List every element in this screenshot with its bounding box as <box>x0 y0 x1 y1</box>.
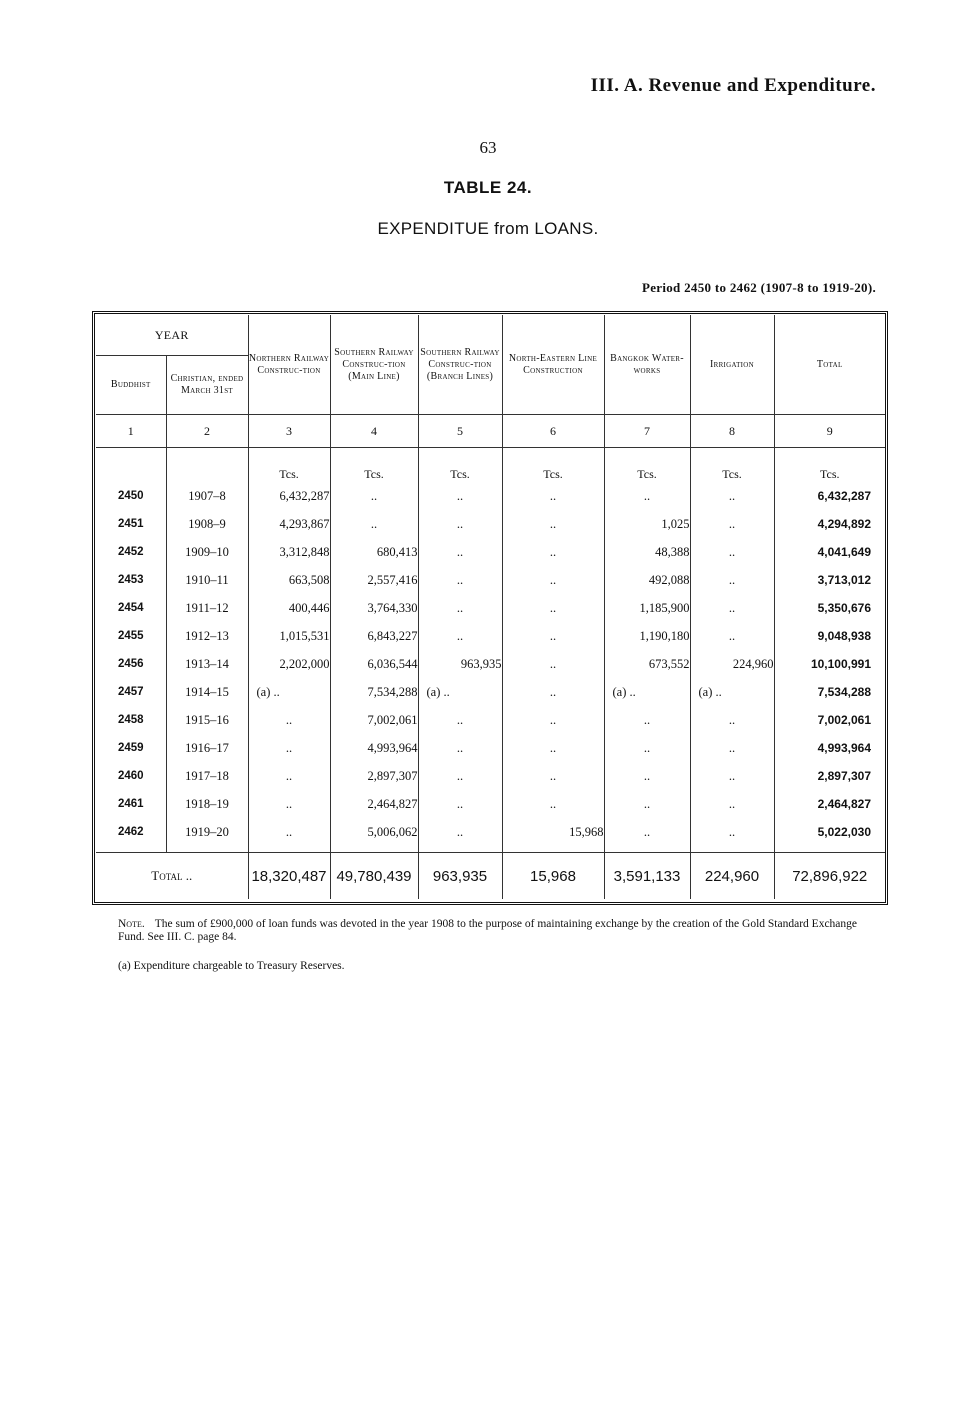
cell-northern: .. <box>248 790 330 818</box>
cell-christian: 1918–19 <box>166 790 248 818</box>
column-number: 2 <box>166 415 248 448</box>
cell-north-eastern: .. <box>502 622 604 650</box>
cell-southern-main: 6,036,544 <box>330 650 418 678</box>
header-southern-main: Southern Railway Construc-tion (Main Line) <box>330 315 418 415</box>
cell-southern-main: 6,843,227 <box>330 622 418 650</box>
cell-irrigation: .. <box>690 762 774 790</box>
cell-southern-branch: .. <box>418 538 502 566</box>
column-number: 1 <box>96 415 166 448</box>
cell-buddhist: 2458 <box>96 706 166 734</box>
column-number: 9 <box>774 415 885 448</box>
table-note <box>118 918 870 944</box>
cell-southern-main: 7,002,061 <box>330 706 418 734</box>
header-southern-branch: Southern Railway Construc-tion (Branch Lines) <box>418 315 502 415</box>
cell-north-eastern: .. <box>502 790 604 818</box>
cell-buddhist: 2451 <box>96 510 166 538</box>
cell-southern-branch: .. <box>418 706 502 734</box>
cell-northern: .. <box>248 818 330 846</box>
cell-buddhist: 2459 <box>96 734 166 762</box>
table-row <box>96 678 885 706</box>
cell-christian: 1910–11 <box>166 566 248 594</box>
cell-bangkok: 1,025 <box>604 510 690 538</box>
cell-northern: .. <box>248 762 330 790</box>
page-number: 63 <box>479 138 497 157</box>
cell-irrigation: .. <box>690 706 774 734</box>
total-southern-main: 49,780,439 <box>330 853 418 900</box>
cell-north-eastern: 15,968 <box>502 818 604 846</box>
header-northern: Northern Railway Construc-tion <box>248 315 330 415</box>
cell-irrigation: .. <box>690 734 774 762</box>
cell-buddhist: 2456 <box>96 650 166 678</box>
cell-buddhist: 2462 <box>96 818 166 846</box>
cell-irrigation: 224,960 <box>690 650 774 678</box>
cell-bangkok: (a) .. <box>604 678 690 706</box>
cell-christian: 1917–18 <box>166 762 248 790</box>
cell-southern-main: .. <box>330 482 418 510</box>
cell-bangkok: .. <box>604 790 690 818</box>
cell-total: 10,100,991 <box>810 657 871 671</box>
cell-christian: 1914–15 <box>166 678 248 706</box>
table-row <box>96 538 885 566</box>
unit-label: Tcs. <box>248 448 330 483</box>
header-bangkok: Bangkok Water-works <box>604 315 690 415</box>
header-christian: Christian, ended March 31st <box>166 356 248 415</box>
totals-row <box>96 853 885 900</box>
table-row <box>96 594 885 622</box>
column-number: 7 <box>604 415 690 448</box>
cell-irrigation: .. <box>690 538 774 566</box>
cell-southern-main: 2,464,827 <box>330 790 418 818</box>
cell-northern: 400,446 <box>248 594 330 622</box>
cell-southern-branch: .. <box>418 482 502 510</box>
cell-southern-branch: (a) .. <box>418 678 502 706</box>
cell-christian: 1913–14 <box>166 650 248 678</box>
cell-southern-branch: .. <box>418 762 502 790</box>
cell-buddhist: 2452 <box>96 538 166 566</box>
header-total: Total <box>816 358 843 370</box>
note-text: The sum of £900,000 of loan funds was devoted in the year 1908 to the purpose of maintaining exchange by the creation of the Gold Standard Exchange Fund. See III. C. page 84. <box>118 918 858 943</box>
cell-north-eastern: .. <box>502 650 604 678</box>
cell-buddhist: 2455 <box>96 622 166 650</box>
cell-irrigation: .. <box>690 622 774 650</box>
cell-irrigation: .. <box>690 818 774 846</box>
cell-total: 7,002,061 <box>817 713 871 727</box>
cell-total: 4,993,964 <box>817 741 871 755</box>
table-row <box>96 818 885 846</box>
table-row <box>96 650 885 678</box>
cell-total: 9,048,938 <box>817 629 871 643</box>
cell-bangkok: .. <box>604 818 690 846</box>
table-row <box>96 790 885 818</box>
cell-bangkok: 1,190,180 <box>604 622 690 650</box>
cell-southern-main: .. <box>330 510 418 538</box>
section-heading: III. A. Revenue and Expenditure. <box>590 75 876 96</box>
unit-label: Tcs. <box>502 448 604 483</box>
cell-bangkok: .. <box>604 734 690 762</box>
cell-north-eastern: .. <box>502 566 604 594</box>
cell-southern-main: 3,764,330 <box>330 594 418 622</box>
cell-christian: 1916–17 <box>166 734 248 762</box>
cell-bangkok: 673,552 <box>604 650 690 678</box>
cell-total: 7,534,288 <box>817 685 871 699</box>
table-row <box>96 482 885 510</box>
cell-irrigation: .. <box>690 594 774 622</box>
cell-total: 5,022,030 <box>817 825 871 839</box>
cell-christian: 1911–12 <box>166 594 248 622</box>
cell-buddhist: 2453 <box>96 566 166 594</box>
unit-label: Tcs. <box>330 448 418 483</box>
cell-buddhist: 2457 <box>96 678 166 706</box>
table-row <box>96 762 885 790</box>
column-number: 5 <box>418 415 502 448</box>
table-title: EXPENDITUE from LOANS. <box>377 219 599 238</box>
header-irrigation: Irrigation <box>690 315 774 415</box>
total-irrigation: 224,960 <box>690 853 774 900</box>
cell-northern: 1,015,531 <box>248 622 330 650</box>
cell-north-eastern: .. <box>502 594 604 622</box>
cell-northern: .. <box>248 734 330 762</box>
cell-christian: 1909–10 <box>166 538 248 566</box>
cell-northern: 6,432,287 <box>248 482 330 510</box>
cell-bangkok: 492,088 <box>604 566 690 594</box>
cell-irrigation: (a) .. <box>690 678 774 706</box>
table-row <box>96 622 885 650</box>
column-number: 3 <box>248 415 330 448</box>
cell-northern: .. <box>248 706 330 734</box>
cell-southern-branch: 963,935 <box>418 650 502 678</box>
cell-southern-main: 5,006,062 <box>330 818 418 846</box>
header-north-eastern: North-Eastern Line Construction <box>502 315 604 415</box>
footnote: (a) Expenditure chargeable to Treasury Reserves. <box>118 960 345 972</box>
cell-northern: 4,293,867 <box>248 510 330 538</box>
total-northern: 18,320,487 <box>248 853 330 900</box>
cell-total: 2,897,307 <box>817 769 871 783</box>
cell-total: 2,464,827 <box>817 797 871 811</box>
cell-southern-main: 7,534,288 <box>330 678 418 706</box>
table-row <box>96 566 885 594</box>
table-number: TABLE 24. <box>443 178 533 197</box>
cell-southern-main: 2,897,307 <box>330 762 418 790</box>
cell-northern: 2,202,000 <box>248 650 330 678</box>
cell-irrigation: .. <box>690 566 774 594</box>
cell-bangkok: 48,388 <box>604 538 690 566</box>
unit-label: Tcs. <box>820 467 840 481</box>
cell-christian: 1919–20 <box>166 818 248 846</box>
cell-southern-branch: .. <box>418 594 502 622</box>
cell-bangkok: .. <box>604 762 690 790</box>
cell-christian: 1915–16 <box>166 706 248 734</box>
cell-southern-branch: .. <box>418 510 502 538</box>
expenditure-table <box>96 315 885 899</box>
cell-southern-main: 4,993,964 <box>330 734 418 762</box>
cell-christian: 1908–9 <box>166 510 248 538</box>
cell-southern-branch: .. <box>418 734 502 762</box>
cell-christian: 1912–13 <box>166 622 248 650</box>
cell-christian: 1907–8 <box>166 482 248 510</box>
cell-north-eastern: .. <box>502 482 604 510</box>
table-row <box>96 510 885 538</box>
header-buddhist: Buddhist <box>96 356 166 415</box>
unit-label: Tcs. <box>604 448 690 483</box>
cell-southern-branch: .. <box>418 818 502 846</box>
cell-irrigation: .. <box>690 510 774 538</box>
cell-buddhist: 2461 <box>96 790 166 818</box>
cell-bangkok: 1,185,900 <box>604 594 690 622</box>
grand-total: 72,896,922 <box>774 853 885 900</box>
column-number: 8 <box>690 415 774 448</box>
cell-bangkok: .. <box>604 482 690 510</box>
cell-irrigation: .. <box>690 790 774 818</box>
period-caption: Period 2450 to 2462 (1907-8 to 1919-20). <box>641 280 876 295</box>
cell-total: 5,350,676 <box>817 601 871 615</box>
unit-label: Tcs. <box>418 448 502 483</box>
cell-buddhist: 2460 <box>96 762 166 790</box>
cell-southern-branch: .. <box>418 566 502 594</box>
cell-north-eastern: .. <box>502 762 604 790</box>
column-number: 6 <box>502 415 604 448</box>
cell-northern: 3,312,848 <box>248 538 330 566</box>
cell-total: 4,294,892 <box>817 517 871 531</box>
cell-southern-branch: .. <box>418 790 502 818</box>
cell-north-eastern: .. <box>502 538 604 566</box>
cell-north-eastern: .. <box>502 706 604 734</box>
cell-northern: (a) .. <box>248 678 330 706</box>
total-bangkok: 3,591,133 <box>604 853 690 900</box>
cell-buddhist: 2450 <box>96 482 166 510</box>
cell-total: 6,432,287 <box>817 489 871 503</box>
totals-label: Total .. <box>96 853 248 900</box>
cell-north-eastern: .. <box>502 734 604 762</box>
cell-total: 4,041,649 <box>817 545 871 559</box>
total-north-eastern: 15,968 <box>502 853 604 900</box>
cell-southern-branch: .. <box>418 622 502 650</box>
unit-label: Tcs. <box>690 448 774 483</box>
cell-bangkok: .. <box>604 706 690 734</box>
header-year: YEAR <box>96 315 248 356</box>
note-label: Note. <box>118 918 145 930</box>
cell-southern-main: 2,557,416 <box>330 566 418 594</box>
cell-southern-main: 680,413 <box>330 538 418 566</box>
cell-irrigation: .. <box>690 482 774 510</box>
cell-north-eastern: .. <box>502 510 604 538</box>
cell-north-eastern: .. <box>502 678 604 706</box>
cell-northern: 663,508 <box>248 566 330 594</box>
cell-total: 3,713,012 <box>817 573 871 587</box>
total-southern-branch: 963,935 <box>418 853 502 900</box>
column-number: 4 <box>330 415 418 448</box>
cell-buddhist: 2454 <box>96 594 166 622</box>
table-row <box>96 734 885 762</box>
table-row <box>96 706 885 734</box>
